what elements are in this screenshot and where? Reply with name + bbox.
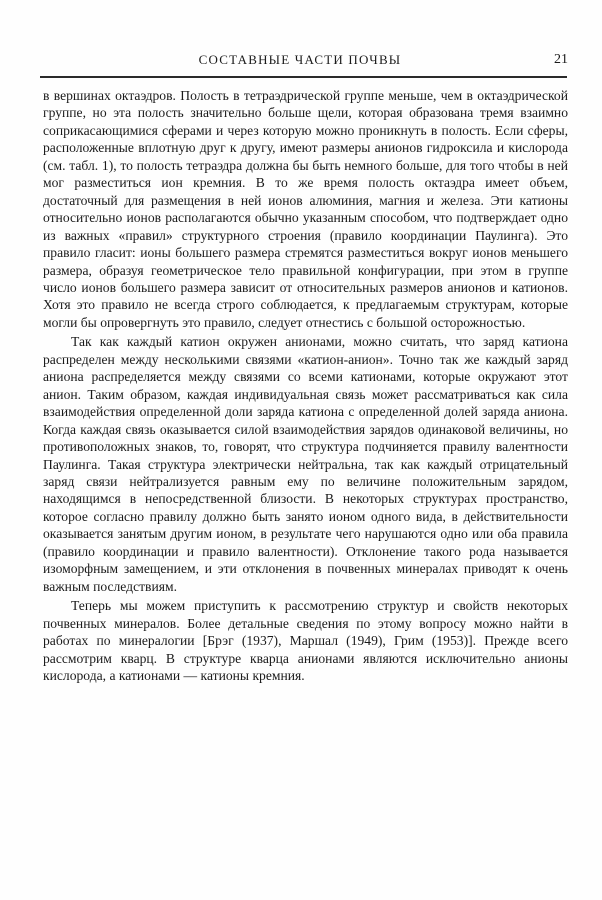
paragraph-1: в вершинах октаэдров. Полость в тетраэдрической группе меньше, чем в октаэдрической группе, но эта полость значительно больше щели, которая образована тремя взаимно соприкасающимися сферами и через которую можно проникнуть в полость. Если сферы, расположенные вплотную друг к другу, имеют размеры анионов гидроксила и кислорода (см. табл. 1), то полость тетраэдра должна бы быть немного больше, для того чтобы в ней мог разместиться ион кремния. В то же время полость октаэдра имеет объем, достаточный для размещения в ней ионов алюминия, магния и железа. Эти катионы относительно ионов располагаются обычно указанным способом, что подтверждает одно из важных «правил» структурного строения (правило координации Паулинга). Это правило гласит: ионы большего размера стремятся разместиться вокруг ионов меньшего размера, образуя геометрическое тело правильной конфигурации, при этом в группе число ионов большего размера зависит от относительных размеров анионов и катионов. Хотя это правило не всегда строго соблюдается, к предлагаемым структурам, которые могли бы опровергнуть это правило, следует отнестись с большой осторожностью.	[43, 88, 568, 330]
header-rule	[40, 76, 567, 78]
paragraph-3: Теперь мы можем приступить к рассмотрению структур и свойств некоторых почвенных минералов. Более детальные сведения по этому вопросу можно найти в работах по минералогии [Брэг (1937), Маршал (1949), Грим (1953)]. Прежде всего рассмотрим кварц. В структуре кварца анионами являются исключительно анионы кислорода, а катионами — катионы кремния.	[43, 598, 568, 683]
page-number: 21	[554, 52, 568, 67]
body-text	[43, 87, 568, 684]
running-header	[40, 52, 568, 72]
paragraph-2: Так как каждый катион окружен анионами, можно считать, что заряд катиона распределен между несколькими связями «катион-анион». Точно так же каждый заряд аниона распределяется между связями со всеми катионами, которые окружают этот анион. Таким образом, каждая индивидуальная связь может рассматриваться как сила взаимодействия определенной доли заряда катиона с определенной долей заряда аниона. Когда каждая связь оказывается силой взаимодействия зарядов одинаковой величины, но противоположных знаков, то, говорят, что структура подчиняется правилу валентности Паулинга. Такая структура электрически нейтральна, так как каждый отрицательный заряд связи нейтрализуется равным ему по величине положительным зарядом, находящимся в непосредственной близости. В некоторых структурах пространство, которое согласно правилу должно быть занято ионом одного вида, в действительности оказывается занятым другим ионом, в результате чего нарушаются одно или оба правила (правило координации и правило валентности). Отклонение такого рода называется изоморфным замещением, и эти отклонения в почвенных минералах приводят к очень важным последствиям.	[43, 334, 568, 594]
running-title: СОСТАВНЫЕ ЧАСТИ ПОЧВЫ	[198, 52, 402, 67]
